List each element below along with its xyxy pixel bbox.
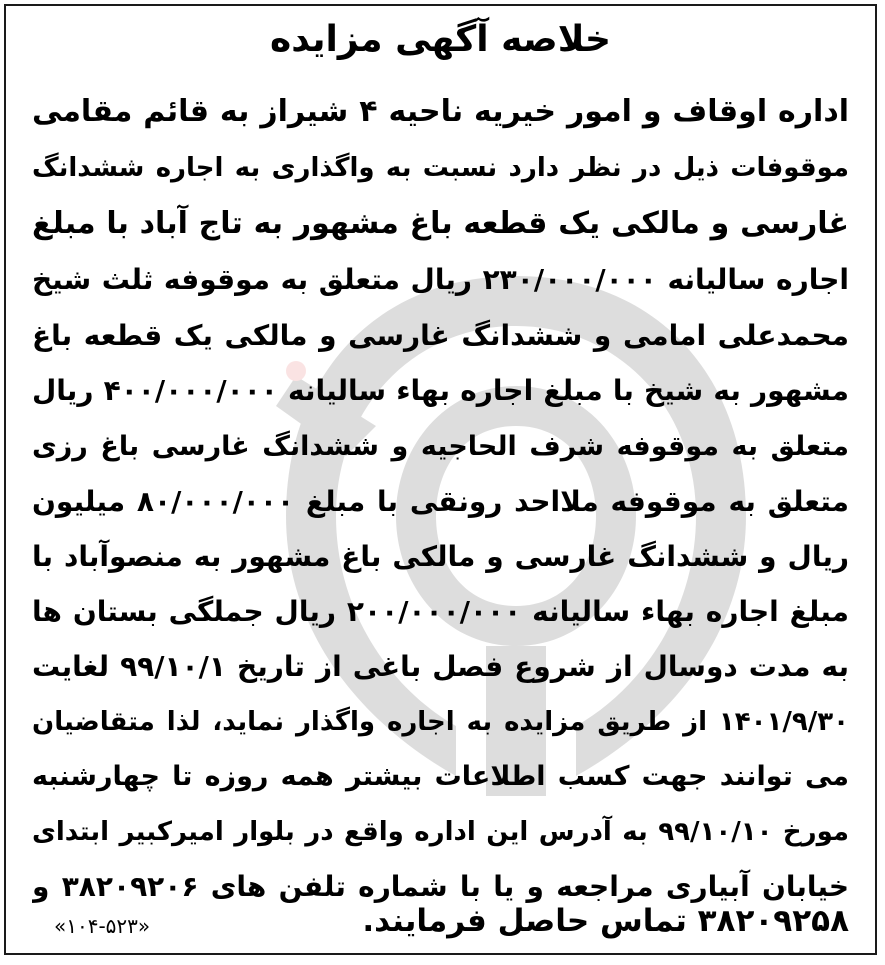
notice-title: خلاصه آگهی مزایده bbox=[269, 19, 611, 60]
notice-line-2: موقوفات ذیل در نظر دارد نسبت به واگذاری به اجاره ششدانگ bbox=[32, 153, 849, 183]
notice-line-16: ۳۸۲۰۹۲۵۸ تماس حاصل فرمایند. bbox=[362, 903, 849, 939]
notice-line-14: مورخ ۹۹/۱۰/۱۰ به آدرس این اداره واقع در بلوار امیرکبیر ابتدای bbox=[32, 817, 849, 847]
notice-line-11: به مدت دوسال از شروع فصل باغی از تاریخ ۹۹/۱۰/۱ لغایت bbox=[32, 650, 849, 683]
notice-line-3: غارسی و مالکی یک قطعه باغ مشهور به تاج آباد با مبلغ bbox=[32, 206, 849, 241]
notice-line-13: می توانند جهت کسب اطلاعات بیشتر همه روزه تا چهارشنبه bbox=[32, 761, 849, 792]
ad-frame bbox=[4, 4, 877, 955]
notice-line-6: مشهور به شیخ با مبلغ اجاره بهاء سالیانه ۴۰۰/۰۰۰/۰۰۰ ریال bbox=[32, 374, 849, 407]
notice-line-1: اداره اوقاف و امور خیریه ناحیه ۴ شیراز به قائم مقامی bbox=[32, 94, 849, 129]
notice-line-5: محمدعلی امامی و ششدانگ غارسی و مالکی یک قطعه باغ bbox=[32, 319, 849, 352]
notice-line-8: متعلق به موقوفه ملااحد رونقی با مبلغ ۸۰/۰۰۰/۰۰۰ میلیون bbox=[32, 485, 849, 518]
notice-line-9: ریال و ششدانگ غارسی و مالکی باغ مشهور به منصوآباد با bbox=[32, 540, 849, 573]
notice-line-10: مبلغ اجاره بهاء سالیانه ۲۰۰/۰۰۰/۰۰۰ ریال جملگی بستان ها bbox=[32, 595, 849, 628]
notice-line-15: خیابان آبیاری مراجعه و یا با شماره تلفن های ۳۸۲۰۹۲۰۶ و bbox=[32, 870, 849, 903]
ad-reference-code: «۱۰۴-۵۲۳» bbox=[54, 914, 151, 938]
notice-line-7: متعلق به موقوفه شرف الحاجیه و ششدانگ غارسی باغ رزی bbox=[32, 431, 849, 462]
notice-line-12: ۱۴۰۱/۹/۳۰ از طریق مزایده به اجاره واگذار نماید، لذا متقاضیان bbox=[32, 707, 849, 737]
notice-line-4: اجاره سالیانه ۲۳۰/۰۰۰/۰۰۰ ریال متعلق به موقوفه ثلث شیخ bbox=[32, 263, 849, 296]
